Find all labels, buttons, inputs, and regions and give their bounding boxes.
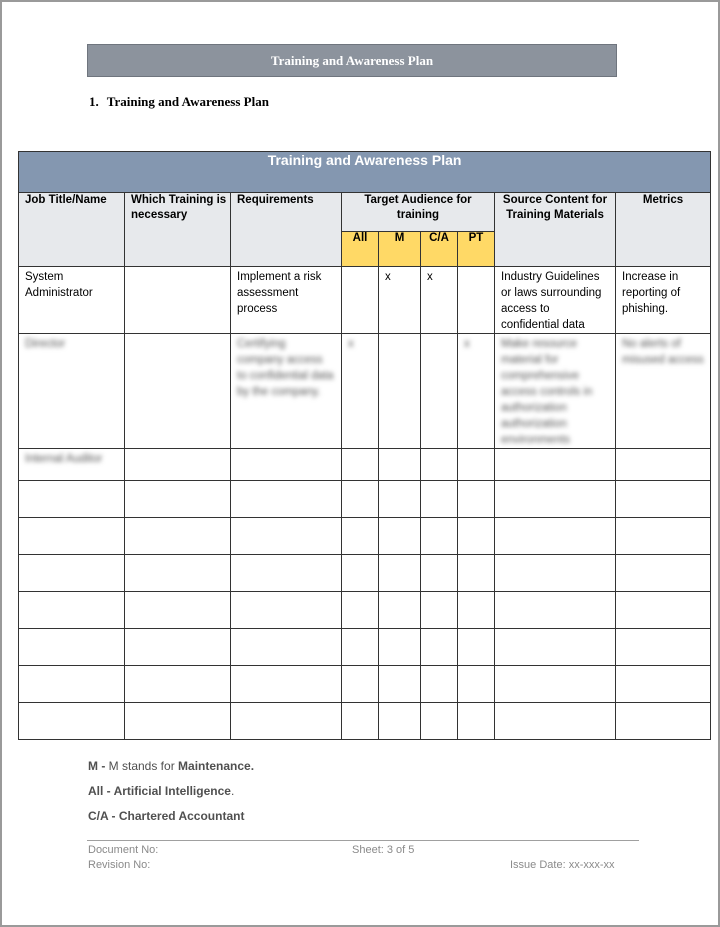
cell-pt xyxy=(458,449,494,451)
header-audience-all: All xyxy=(342,232,379,267)
cell-job: System Administrator xyxy=(25,271,93,299)
section-title: Training and Awareness Plan xyxy=(106,94,269,109)
legend-m-key: M - xyxy=(88,759,106,773)
legend-all xyxy=(88,784,234,798)
legend-ca-value: Chartered Accountant xyxy=(118,809,245,823)
legend-all-value: Artificial Intelligence xyxy=(113,784,231,798)
legend-all-tail: . xyxy=(230,784,235,798)
table-row xyxy=(19,449,711,481)
table-row-empty xyxy=(19,703,711,740)
cell-requirements: Certifying company access to confidential data by the company. xyxy=(237,338,334,398)
cell-source xyxy=(495,449,615,451)
cell-requirements: Implement a risk assessment process xyxy=(237,271,322,315)
table-row-empty xyxy=(19,518,711,555)
legend-m-text: M stands for xyxy=(105,759,179,773)
cell-m xyxy=(379,334,420,336)
cell-m: x xyxy=(385,271,391,283)
cell-m xyxy=(379,449,420,451)
section-number: 1. xyxy=(89,94,99,109)
cell-pt xyxy=(458,267,494,269)
footer-issue-date: Issue Date: xx-xxx-xx xyxy=(510,859,615,871)
training-plan-table xyxy=(18,151,711,740)
footer-revision-no: Revision No: xyxy=(88,859,151,871)
cell-pt: x xyxy=(464,338,470,350)
table-row xyxy=(19,334,711,449)
cell-ca: x xyxy=(427,271,433,283)
section-heading xyxy=(89,94,269,110)
table-row-empty xyxy=(19,555,711,592)
footer-document-no: Document No: xyxy=(88,844,159,856)
header-requirements: Requirements xyxy=(231,193,342,267)
cell-all: x xyxy=(348,338,354,350)
table-row-empty xyxy=(19,592,711,629)
legend-ca xyxy=(88,809,244,823)
cell-job: Internal Auditor xyxy=(25,453,103,465)
cell-ca xyxy=(421,334,457,336)
header-metrics: Metrics xyxy=(616,193,711,267)
legend-all-key: All - xyxy=(88,784,114,798)
cell-requirements xyxy=(231,449,341,451)
cell-all xyxy=(342,449,378,451)
banner-title: Training and Awareness Plan xyxy=(270,52,434,68)
header-job-title: Job Title/Name xyxy=(19,193,125,267)
cell-training xyxy=(125,267,230,269)
cell-training xyxy=(125,334,230,336)
footer-divider xyxy=(87,840,639,841)
header-audience-pt: PT xyxy=(458,232,495,267)
header-source-content: Source Content for Training Materials xyxy=(495,193,616,267)
cell-ca xyxy=(421,449,457,451)
cell-job: Director xyxy=(25,338,66,350)
cell-training xyxy=(125,449,230,451)
table-row xyxy=(19,267,711,334)
cell-metrics xyxy=(616,449,710,451)
cell-metrics: No alerts of misused access xyxy=(622,338,704,366)
table-row-empty xyxy=(19,629,711,666)
cell-source: Make resource material for comprehensive access controls in authorization authorization environments xyxy=(501,338,593,446)
header-audience-m: M xyxy=(379,232,421,267)
header-which-training: Which Training is necessary xyxy=(125,193,231,267)
legend-m xyxy=(88,759,254,773)
legend-ca-key: C/A - xyxy=(88,809,119,823)
cell-source: Industry Guidelines or laws surrounding access to confidential data xyxy=(501,271,602,331)
header-audience-ca: C/A xyxy=(421,232,458,267)
table-title: Training and Awareness Plan xyxy=(19,152,711,193)
header-target-audience: Target Audience for training xyxy=(342,193,495,232)
cell-metrics: Increase in reporting of phishing. xyxy=(622,271,681,315)
table-row-empty xyxy=(19,481,711,518)
footer-sheet: Sheet: 3 of 5 xyxy=(352,844,415,856)
title-banner xyxy=(87,44,617,77)
legend-m-value: Maintenance. xyxy=(178,759,255,773)
cell-all xyxy=(342,267,378,269)
table-row-empty xyxy=(19,666,711,703)
